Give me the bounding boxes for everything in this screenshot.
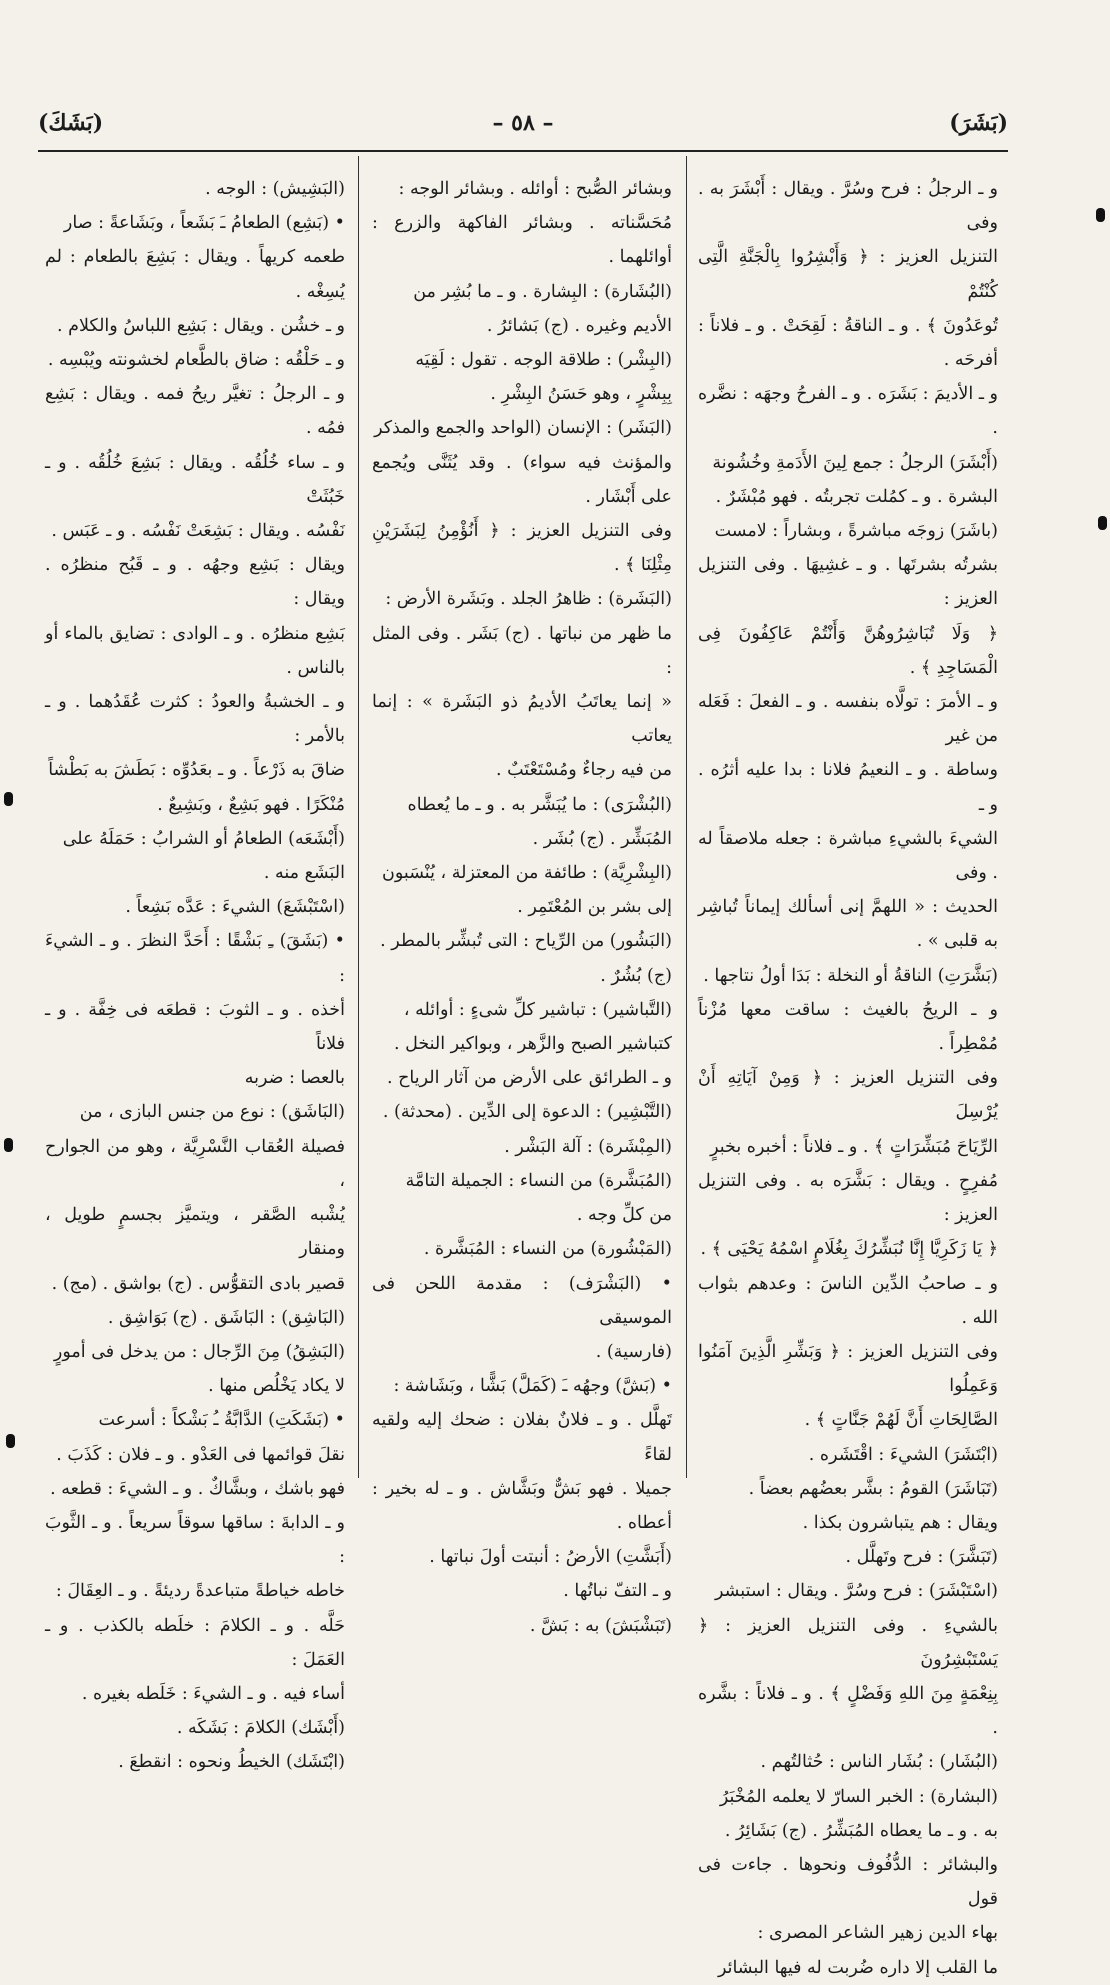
text-line: (أَبْشَرَ) الرجلُ : جمع لِينَ الأَدَمةِ وخُشُونة: [712, 452, 998, 473]
text-line: أساء فيه . و ـ الشيءَ : خَلَطه بغيره .: [81, 1683, 345, 1704]
text-line: ما القلب إلا داره ضُربت له فيها البشائر: [717, 1957, 998, 1978]
text-line: مُفرِحٍ . ويقال : بَشَّرَه به . وفى التنزيل العزيز :: [698, 1170, 998, 1226]
left-column: [45, 172, 345, 1773]
scan-edge-mark: [4, 1138, 13, 1152]
text-line: فصيلة العُقاب النَّسْرِيَّة ، وهو من الجوارح ،: [45, 1136, 345, 1191]
text-line: و ـ ساء خُلُقُه . ويقال : بَشِعَ خُلُقُه . و ـ خَبُثَتْ: [45, 452, 345, 507]
text-line: البَشَع منه .: [263, 863, 345, 884]
text-line: التنزيل العزيز : ﴿ وَأَبْشِرُوا بِالْجَنَّةِ الَّتِى كُنْتُمْ: [698, 247, 998, 302]
text-line: بهاء الدين زهير الشاعر المصرى :: [757, 1923, 998, 1944]
text-line: (فارسية) .: [595, 1341, 672, 1362]
text-line: (البُشَارة) : البِشارة . و ـ ما بُشِر من: [413, 281, 672, 302]
text-line: (تَبَشْبَشَ) به : بَشَّ .: [529, 1615, 672, 1636]
text-line: بَشِع منظرُه . و ـ الوادى : تضايق بالماء أو بالناس .: [45, 623, 345, 678]
text-line: (البَشِيش) : الوجه .: [205, 179, 345, 199]
scan-edge-mark: [1098, 516, 1107, 530]
text-line: بِبِشْرٍ ، وهو حَسَنُ البِشْرِ .: [490, 384, 672, 405]
text-line: فهو باشك ، وبشَّاكٌ . و ـ الشيءَ : قطعه .: [50, 1478, 345, 1499]
text-line: « إنما يعاتَبُ الأديمُ ذو البَشَرة » : إنما يعاتب: [372, 692, 672, 747]
text-line: ويقال : هم يتباشرون بكذا .: [802, 1512, 998, 1533]
text-line: و ـ خشُن . ويقال : بَشِع اللباسُ والكلام .: [57, 315, 345, 336]
header-rule: [38, 150, 1008, 152]
text-line: الشيءَ بالشيءِ مباشرة : جعله ملاصقاً له . وفى: [698, 828, 998, 884]
text-line: به . و ـ ما يعطاه المُبَشِّرُ . (ج) بَشَائِرُ .: [724, 1820, 998, 1841]
text-line: (بَشَّرَتِ) الناقةُ أو النخلة : بَدَا أولُ نتاجها .: [703, 965, 998, 986]
text-line: ﴿ وَلَا تُبَاشِرُوهُنَّ وَأَنْتُمْ عَاكِفُونَ فِى الْمَسَاجِدِ ﴾ .: [698, 623, 998, 678]
scan-edge-mark: [4, 792, 13, 806]
text-line: و ـ الرجلُ : تغيَّر ريحُ فمه . ويقال : بَشِع فمُه .: [45, 384, 345, 439]
text-line: (البَشِقُ) مِنَ الرِّجال : من يدخل فى أمورٍ: [53, 1341, 345, 1362]
text-line: (ابْتَشَرَ) الشيءَ : اقْتَشَره .: [808, 1444, 998, 1465]
text-line: (اسْتَبْشَعَ) الشيءَ : عَدَّه بَشِعاً .: [125, 897, 345, 918]
text-line: (أَبَشَّتِ) الأرضُ : أنبتت أولَ نباتها .: [429, 1547, 672, 1568]
text-line: و ـ الريحُ بالغيث : ساقت معها مُزْناً مُمْطِراً .: [698, 999, 998, 1055]
text-line: (تَبَاشَرَ) القومُ : بشَّر بعضُهم بعضاً .: [748, 1478, 998, 1499]
text-line: يُشْبه الصَّقر ، ويتميَّز بجسمٍ طويل ، ومنقار: [45, 1205, 345, 1260]
text-line: جميلا . فهو بَشٌّ وبَشَّاش . و ـ له بخير : أعطاه .: [372, 1478, 672, 1533]
text-line: وفى التنزيل العزيز : ﴿ وَبَشِّرِ الَّذِينَ آمَنُوا وَعَمِلُوا: [698, 1341, 998, 1397]
text-line: (البِشْرِيَّة) : طائفة من المعتزلة ، يُنْسَبون: [382, 863, 672, 884]
text-line: (المِبْشَرة) : آلة البَشْر .: [504, 1136, 672, 1157]
scan-edge-mark: [1096, 208, 1105, 222]
text-line: و ـ التفّ نباتُها .: [563, 1581, 672, 1602]
text-line: (ابْتَشَك) الخيطُ ونحوه : انقطعَ .: [118, 1752, 345, 1773]
text-line: (البَشَر) : الإنسان (الواحد والجمع والمذكر: [374, 418, 672, 439]
text-line: وفى التنزيل العزيز : ﴿ أَنُؤْمِنُ لِبَشَرَيْنِ مِثْلِنَا ﴾ .: [372, 521, 672, 576]
page-header: [38, 110, 1008, 146]
column-divider: [686, 156, 687, 1478]
text-line: (البُشَار) : بُشَار الناس : حُثالتُهم .: [760, 1752, 998, 1773]
text-line: الحديث : « اللهمَّ إنى أسألك إيماناً تُباشِر به قلبى » .: [698, 897, 998, 952]
text-line: (اسْتَبْشَرَ) : فرح وسُرَّ . ويقال : استبشر: [715, 1581, 998, 1602]
text-line: والبشائر : الدُّفُوف ونحوها . جاءت فى قول: [698, 1854, 998, 1910]
text-line: (باشَرَ) زوجَه مباشرةً ، وبشاراً : لامست: [714, 521, 998, 542]
text-line: ويقال : بَشِع وجهُه . و ـ قَبُح منظرُه . ويقال :: [45, 555, 345, 610]
text-line: خاطه خياطةً متباعدةً رديئةً . و ـ العِقَالَ :: [55, 1581, 345, 1602]
right-headword: (بَشَرَ): [949, 110, 1008, 136]
column-divider: [358, 156, 359, 1478]
middle-column: [372, 172, 672, 1636]
text-line: (البِشْر) : طلاقة الوجه . تقول : لَقِيَه: [415, 350, 672, 371]
text-line: الصَّالِحَاتِ أَنَّ لَهُمْ جَنَّاتٍ ﴾ .: [804, 1410, 998, 1431]
text-line: مُنْكَرًا . فهو بَشِعٌ ، وبَشِيعٌ .: [157, 794, 345, 815]
text-line: (البَاشِق) : البَاشَق . (ج) بَوَاشِق .: [107, 1307, 345, 1328]
text-line: (البَشَرة) : ظاهرُ الجلد . وبَشَرة الأرض :: [385, 589, 672, 610]
right-column: [698, 172, 998, 1978]
text-line: (البشارة) : الخبر السارّ لا يعلمه المُخْبَرُ: [719, 1786, 998, 1807]
text-line: من كلِّ وجه .: [576, 1205, 672, 1226]
text-line: و ـ صاحبُ الدِّين الناسَ : وعدهم بثواب الله .: [698, 1273, 998, 1328]
text-line: (البُشْرَى) : ما يُبَشَّر به . و ـ ما يُعطاه: [407, 794, 672, 815]
text-line: وساطة . و ـ النعيمُ فلانا : بدا عليه أثرُه . و ـ: [698, 760, 998, 815]
text-line: (المُبَشَّرة) من النساء : الجميلة التامَّة: [405, 1170, 672, 1191]
text-line: حَلَّه . و ـ الكلامَ : خلَطه بالكذب . و ـ العَمَلَ :: [45, 1615, 345, 1670]
text-line: بِنِعْمَةٍ مِنَ اللهِ وَفَضْلٍ ﴾ . و ـ فلاناً : بشَّره .: [698, 1683, 998, 1739]
text-line: و ـ الأديمَ : بَشَرَه . و ـ الفرحُ وجهَه : نضَّره .: [698, 384, 998, 439]
text-line: بالشيءِ . وفى التنزيل العزيز : ﴿ يَسْتَبْشِرُونَ: [698, 1615, 998, 1670]
text-line: ضاقَ به ذَرْعاً . و ـ بعَدُوِّه : بَطَشَ به بَطْشاً: [48, 760, 345, 781]
text-line: و ـ الدابةَ : ساقها سوقاً سريعاً . و ـ الثَّوبَ :: [45, 1512, 345, 1568]
text-line: (أَبْشَعَه) الطعامُ أو الشرابُ : حَمَلَهُ على: [62, 828, 345, 849]
text-line: إلى بشر بن المُعْتَمِر .: [517, 897, 672, 918]
text-line: (أَبْشَك) الكلامَ : بَشَكَه .: [176, 1718, 345, 1739]
text-line: و ـ الطرائق على الأرض من آثار الرياح .: [386, 1068, 672, 1089]
text-line: نَفْسُه . ويقال : بَشِعَتْ نَفْسُه . و ـ عَبَس .: [51, 521, 345, 542]
text-line: • (بَشَكَتِ) الدَّابَّةُ ـُ بَشْكاً : أسرعت: [98, 1410, 345, 1431]
text-line: قصير بادى التقوُّس . (ج) بواشق . (مج) .: [51, 1273, 345, 1294]
text-line: • (بَشِع) الطعامُ ـَ بَشَعاً ، وبَشَاعةً : صار: [63, 213, 345, 234]
text-line: لا يكاد يَخْلُص منها .: [208, 1376, 345, 1397]
scan-edge-mark: [6, 1434, 15, 1448]
text-line: مُحَسَّناته . وبشائر الفاكهة والزرع : أوائلهما .: [372, 213, 672, 268]
text-line: البشرة . و ـ كمُلت تجربتُه . فهو مُبْشَرٌ .: [715, 486, 998, 507]
text-line: الأديم وغيره . (ج) بَشائرُ .: [486, 315, 672, 336]
text-line: (تَبَشَّرَ) : فرح وتَهلَّل .: [845, 1547, 998, 1568]
page-number: – ٥٨ –: [492, 110, 554, 136]
text-line: • (بَشَقَ) ـِ بَشْقًا : أَحَدَّ النظرَ . و ـ الشيءَ :: [45, 931, 345, 986]
text-line: • (بَشَّ) وجهُه ـَ (كَمَلَّ) بَشًّا ، وبَشَاشة :: [393, 1376, 672, 1397]
text-line: (البَشُور) من الرِّياح : التى تُبشِّر بالمطر .: [380, 931, 672, 952]
text-line: ﴿ يَا زَكَرِيَّا إِنَّا نُبَشِّرُكَ بِغُلَامٍ اسْمُهُ يَحْيَى ﴾ .: [700, 1239, 998, 1260]
text-line: أخذه . و ـ الثوبَ : قطعَه فى خِفَّة . و ـ فلاناً: [45, 999, 345, 1055]
text-line: طعمه كريهاً . ويقال : بَشِعَ بالطعام : لم يُسِغْه .: [45, 247, 345, 302]
text-line: تُوعَدُونَ ﴾ . و ـ الناقةُ : لَقِحَتْ . و ـ فلاناً : أفرحَه .: [698, 315, 998, 371]
text-line: • (البَشْرَف) : مقدمة اللحن فى الموسيقى: [372, 1273, 672, 1328]
text-line: من فيه رجاءٌ ومُسْتَعْتَبٌ .: [496, 760, 672, 781]
text-line: نقلَ قوائمها فى العَدْو . و ـ فلان : كَذَبَ .: [56, 1444, 345, 1465]
text-line: وفى التنزيل العزيز : ﴿ وَمِنْ آيَاتِهِ أَنْ يُرْسِلَ: [698, 1068, 998, 1123]
text-line: (البَاشَق) : نوع من جنس البازى ، من: [79, 1102, 345, 1123]
text-line: الرِّيَاحَ مُبَشِّرَاتٍ ﴾ . و ـ فلاناً : أخبره بخبرٍ: [710, 1136, 998, 1157]
text-line: و ـ حَلْقُه : ضاق بالطَّعام لخشونته ويُبْسِه .: [47, 350, 345, 371]
text-line: كتباشير الصبح والزَّهر ، وبواكير النخل .: [393, 1034, 672, 1055]
text-line: بالعصا : ضربه: [244, 1068, 345, 1089]
text-line: المُبَشِّر . (ج) بُشَر .: [532, 828, 672, 849]
text-line: وبشائر الصُّبح : أوائله . وبشائر الوجه :: [398, 179, 672, 199]
text-line: بشرتُه بشرتَها . و ـ غشِيهَا . وفى التنزيل العزيز :: [698, 555, 998, 610]
text-line: (التَّباشير) : تباشير كلِّ شىءٍ : أوائله ،: [403, 999, 672, 1020]
text-line: (ج) بُشُرٌ .: [600, 965, 672, 986]
text-line: (التَّبْشِير) : الدعوة إلى الدِّين . (محدثة) .: [382, 1102, 672, 1123]
left-headword: (بَشَكَ): [38, 110, 104, 136]
text-line: ما ظهر من نباتها . (ج) بَشَر . وفى المثل :: [372, 623, 672, 678]
text-line: و ـ الرجلُ : فرح وسُرَّ . ويقال : أَبْشَرَ به . وفى: [698, 179, 998, 234]
text-line: والمؤنث فيه سواء) . وقد يُثَنَّى ويُجمع على أَبْشَار .: [372, 452, 672, 507]
text-line: و ـ الأمرَ : تولَّاه بنفسه . و ـ الفعلَ : فَعَله من غير: [698, 692, 998, 747]
text-line: (المَبْشُورة) من النساء : المُبَشَّرة .: [423, 1239, 672, 1260]
text-line: و ـ الخشبةُ والعودُ : كثرت عُقَدُهما . و ـ بالأمر :: [45, 692, 345, 747]
text-line: تَهلَّل . و ـ فلانٌ بفلان : ضحك إليه ولقيه لقاءً: [372, 1410, 672, 1465]
